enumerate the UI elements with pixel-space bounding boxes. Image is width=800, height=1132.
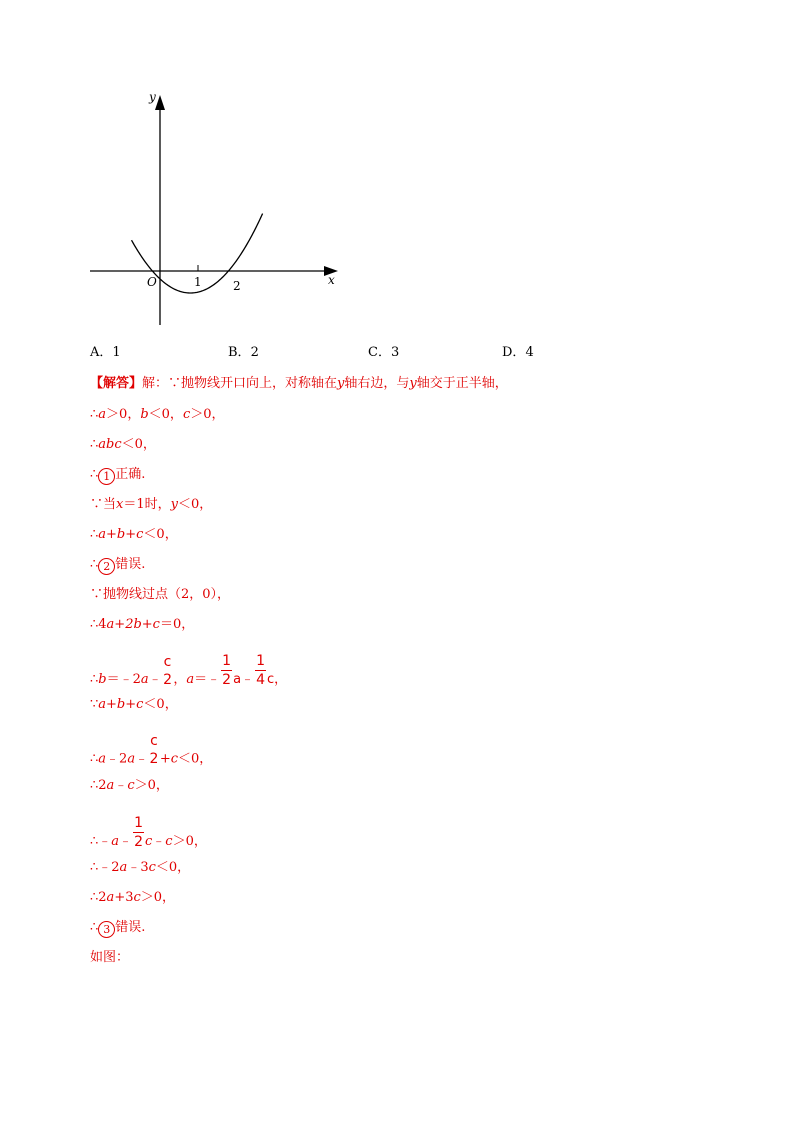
fraction-c-over-2 [163,655,173,687]
denominator: 2 [163,671,172,688]
numerator: 1 [256,653,265,669]
text: ＜0， [143,697,178,712]
text: ∴ [90,407,99,422]
text: 错误. [115,557,146,572]
var: a [98,751,107,767]
option-b[interactable] [228,341,259,360]
var: a [98,407,107,422]
text: ＜0， [143,527,178,542]
text: ＞0， [140,890,176,905]
option-value: 3 [390,345,400,360]
text: a﹣ [233,672,255,687]
var: a [106,890,115,905]
var: b [98,672,107,687]
var: +c [159,751,178,767]
text: ﹣ [114,778,128,793]
var: y [409,376,417,391]
numerator: 1 [134,815,143,831]
text: ﹣ [148,672,162,687]
text: ∴ [90,437,99,452]
numerator: c [163,653,172,670]
var: c [133,890,141,905]
solution-line-17 [90,916,145,938]
var: a [106,778,115,793]
option-letter: A． [90,345,113,360]
text: ∵抛物线过点（2，0）， [90,587,231,602]
text: ﹣ [119,834,133,849]
solution-line-11 [90,693,178,712]
solution-line-6 [90,523,178,542]
text: 正确. [115,467,146,482]
var: a [119,860,128,875]
solution-line-10 [90,653,288,696]
tick-2-label: 2 [233,279,241,293]
solution-line-9 [90,613,194,632]
var: a [127,751,136,767]
text: 如图： [90,950,130,965]
var: c [182,407,191,422]
text: ﹣ [152,834,166,849]
text: ∴ [90,751,99,767]
var: c [148,860,156,875]
text: ∴2 [90,778,107,793]
text: 错误. [115,920,146,935]
text: ∴ [90,920,99,935]
text: ＜0， [155,860,191,875]
solution-line-2 [90,403,225,422]
var: a [140,672,149,687]
text: ﹣3 [127,860,149,875]
tick-1-label: 1 [194,275,202,289]
text: ＞0， [106,407,141,422]
text: ＜0， [178,497,213,512]
text: ∴﹣2 [90,860,120,875]
var: c [165,834,173,849]
text: ∴2 [90,890,107,905]
var: abc [98,437,122,452]
origin-label: O [147,275,157,289]
solution-line-16 [90,886,175,905]
solution-line-14 [90,815,207,858]
text: ﹣ [135,751,149,767]
text: ∴ [90,672,99,687]
fraction-1-over-2 [221,654,232,687]
text: ∴ [90,557,99,572]
fraction-1-over-4 [255,654,266,687]
denominator: 2 [134,834,143,850]
denominator: 2 [222,672,232,688]
text: ∴ [90,527,99,542]
y-axis-arrow [155,95,165,110]
solution-line-18 [90,946,129,965]
option-value: 1 [112,345,121,360]
option-letter: C． [368,345,391,360]
var: x [116,497,124,512]
solution-line-8 [90,583,230,602]
text: ＝﹣ [194,672,221,687]
denominator: 2 [149,751,159,767]
option-c[interactable] [368,341,399,360]
fraction-1-over-2 [133,816,144,849]
var: y [337,376,345,391]
option-value: 2 [250,345,259,360]
text: ＜0， [178,751,213,767]
text: ＞0， [190,407,225,422]
text: ＝﹣2 [106,672,141,687]
var: c [127,778,135,793]
text: ， [173,672,187,687]
text: 轴交于正半轴， [416,376,508,391]
text: ∴4 [90,617,107,632]
text: 轴右边，与 [344,376,410,391]
var: y [170,497,178,512]
text: ∵ [90,697,99,712]
text: ∵当 [90,497,117,512]
option-letter: B． [228,345,251,360]
text: ﹣2 [106,751,128,767]
parabola-graph [80,85,350,330]
text: ∴﹣ [90,834,112,849]
denominator: 4 [256,672,265,688]
solution-line-12 [90,733,213,775]
solution-line-4 [90,463,145,485]
text: ＞0， [134,778,169,793]
var: a [186,672,195,687]
circled-number: 3 [98,921,115,938]
text: ＝1时， [123,497,171,512]
solution-line-15 [90,856,190,875]
expression: a+b+c [98,697,144,712]
var: c [144,834,153,849]
text: ＜0， [121,437,156,452]
text: c [266,672,275,687]
solution-line-5 [90,493,212,512]
text: ， [274,672,288,687]
option-letter: D． [502,345,526,360]
text: 解：∵抛物线开口向上，对称轴在 [142,376,338,391]
option-a[interactable] [90,341,121,360]
solution-line-3 [90,433,156,452]
text: ＜0， [148,407,183,422]
text: +3 [114,890,134,905]
text: ＞0， [172,834,207,849]
graph-svg [80,85,350,330]
circled-number: 2 [98,558,115,575]
fraction-c-over-2 [149,734,159,766]
option-d[interactable] [502,341,534,360]
numerator: c [150,733,158,749]
text: ＝0， [159,617,195,632]
solution-tag: 【解答】 [90,376,143,391]
solution-line-13 [90,774,169,793]
solution-line-7 [90,553,145,575]
solution-line-1 [90,372,508,391]
expression: a+b+c [98,527,144,542]
option-value: 4 [525,345,534,360]
y-axis-label: y [149,90,156,104]
var: a [111,834,120,849]
answer-options [0,341,800,361]
text: ∴ [90,467,99,482]
x-axis-label: x [328,273,335,287]
numerator: 1 [222,653,232,669]
var: b [140,407,149,422]
circled-number: 1 [98,468,115,485]
expression: a+2b+c [106,617,160,632]
